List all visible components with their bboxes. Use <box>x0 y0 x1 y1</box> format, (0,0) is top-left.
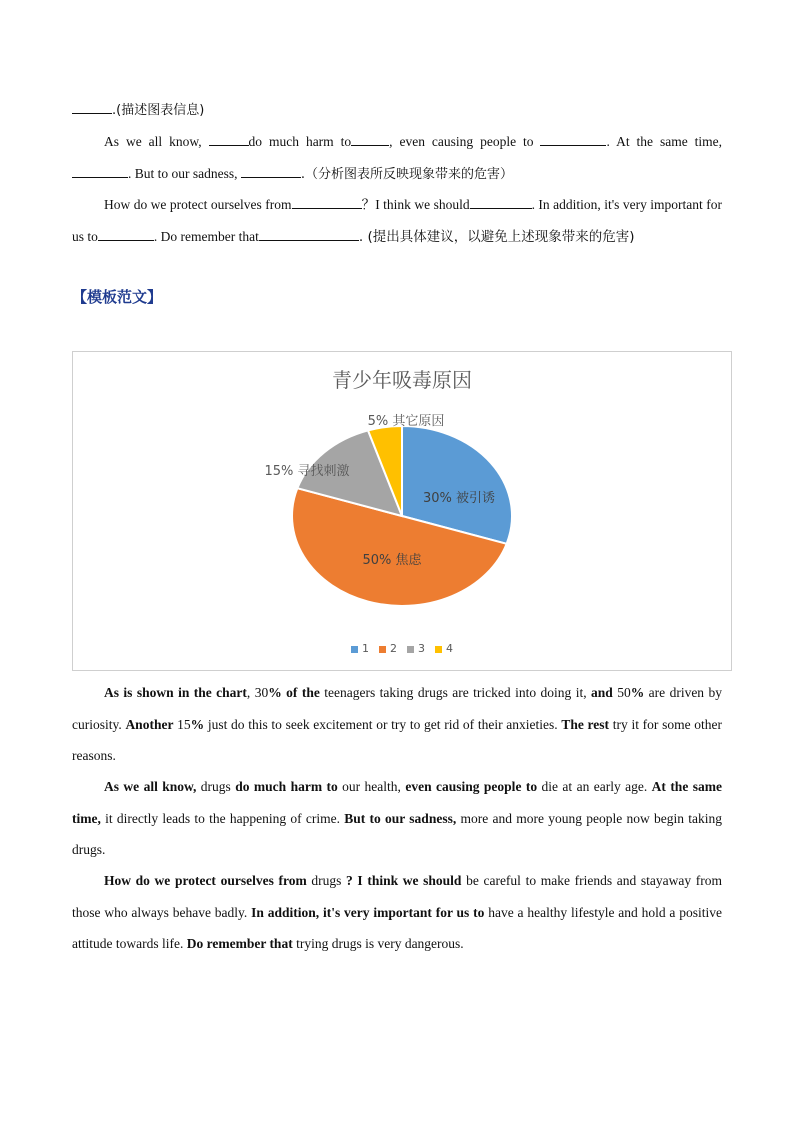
essay-text: die at an early age. <box>537 779 652 794</box>
essay-bold: At the same time, <box>72 779 722 826</box>
essay-bold: Another <box>125 716 174 732</box>
essay-bold: ? I think we should <box>346 873 462 888</box>
legend-item-3 <box>407 642 425 655</box>
template-advice-paragraph <box>72 189 722 253</box>
essay-bold: But to our sadness, <box>344 810 457 826</box>
template-text: , even causing people to <box>389 134 541 149</box>
essay-text: , 30 <box>246 685 269 700</box>
blank-harm-object[interactable] <box>351 131 389 146</box>
blank-sadness[interactable] <box>241 163 301 178</box>
blank-chart-info[interactable] <box>72 99 112 114</box>
essay-bold: The rest <box>561 716 610 732</box>
essay-text: trying drugs is very dangerous. <box>292 936 464 951</box>
essay-bold: Do remember that <box>186 936 293 951</box>
essay-bold: As is shown in the chart <box>104 685 247 700</box>
template-hint: . (提出具体建议，以避免上述现象带来的危害) <box>358 228 635 245</box>
legend-label: 2 <box>390 642 397 655</box>
essay-bold: How do we protect ourselves from <box>104 873 307 888</box>
legend-swatch <box>351 646 358 653</box>
essay-text: are driven by curiosity. <box>72 685 722 732</box>
essay-text: our health, <box>337 779 406 794</box>
blank-same-time[interactable] <box>72 163 128 178</box>
essay-text: drugs <box>196 779 236 794</box>
legend-swatch <box>435 646 442 653</box>
template-hint: .（分析图表所反映现象带来的危害） <box>300 166 514 182</box>
intro-suffix: .(描述图表信息) <box>112 103 205 118</box>
essay-paragraph-1 <box>72 677 722 772</box>
template-harm-paragraph <box>72 126 722 190</box>
section-label: 【模板范文】 <box>72 288 163 306</box>
template-text: . At the same time, <box>606 134 723 149</box>
essay-bold: do much harm to <box>235 779 338 794</box>
legend-label: 4 <box>446 642 453 655</box>
legend-label: 1 <box>362 642 369 655</box>
pie-data-label-2: 50% 焦虑 <box>362 553 422 568</box>
essay-text: just do this to seek excitement or try to get rid of their anxieties. <box>204 716 562 732</box>
intro-line <box>72 94 722 127</box>
essay-text: 15 <box>173 716 191 732</box>
essay-text: more and more young people now begin taking drugs. <box>72 810 722 857</box>
essay-bold: As we all know, <box>104 779 197 794</box>
template-text: How do we protect ourselves from <box>104 197 292 212</box>
chart-legend <box>73 642 731 655</box>
blank-subject[interactable] <box>209 131 249 146</box>
legend-swatch <box>379 646 386 653</box>
essay-bold: In addition, it's very important for us to <box>251 904 485 920</box>
essay-paragraph-2 <box>72 771 722 866</box>
pie-data-label-3: 15% 寻找刺激 <box>264 464 350 479</box>
essay-bold: % of the <box>268 685 320 700</box>
legend-label: 3 <box>418 642 425 655</box>
legend-item-2 <box>379 642 397 655</box>
template-text: . In addition, it's very important for us to <box>72 197 722 244</box>
blank-remember[interactable] <box>259 226 359 241</box>
essay-text: have a healthy lifestyle and hold a positive attitude towards life. <box>72 904 723 951</box>
essay-paragraph-3 <box>72 865 722 960</box>
blank-important[interactable] <box>98 226 154 241</box>
legend-swatch <box>407 646 414 653</box>
essay-bold: even causing people to <box>405 779 538 794</box>
pie-data-label-1: 30% 被引诱 <box>422 491 496 506</box>
pie-chart-svg <box>73 352 731 642</box>
template-text: do much harm to <box>248 134 352 149</box>
essay-text: drugs <box>306 873 347 888</box>
essay-text: it directly leads to the happening of crime. <box>100 810 345 826</box>
legend-item-1 <box>351 642 369 655</box>
legend-item-4 <box>435 642 453 655</box>
pie-data-label-4: 5% 其它原因 <box>367 414 445 429</box>
essay-bold: % <box>190 716 205 732</box>
template-text: ？I think we should <box>361 197 470 212</box>
blank-should[interactable] <box>470 194 532 209</box>
template-text: As we all know, <box>104 134 209 149</box>
chart-title: 青少年吸毒原因 <box>332 368 472 392</box>
essay-text: 50 <box>612 685 631 700</box>
essay-text: try it for some other reasons. <box>72 716 723 763</box>
blank-consequence[interactable] <box>540 131 606 146</box>
blank-protect-from[interactable] <box>292 194 362 209</box>
template-text: . But to our sadness, <box>128 165 241 181</box>
essay-text: teenagers taking drugs are tricked into doing it, <box>319 685 592 700</box>
pie-chart <box>72 351 732 671</box>
essay-bold: % <box>630 685 645 700</box>
essay-bold: and <box>591 685 613 700</box>
essay-text: be careful to make friends and stayaway from those who always behave badly. <box>72 873 723 920</box>
template-text: . Do remember that <box>153 228 259 244</box>
